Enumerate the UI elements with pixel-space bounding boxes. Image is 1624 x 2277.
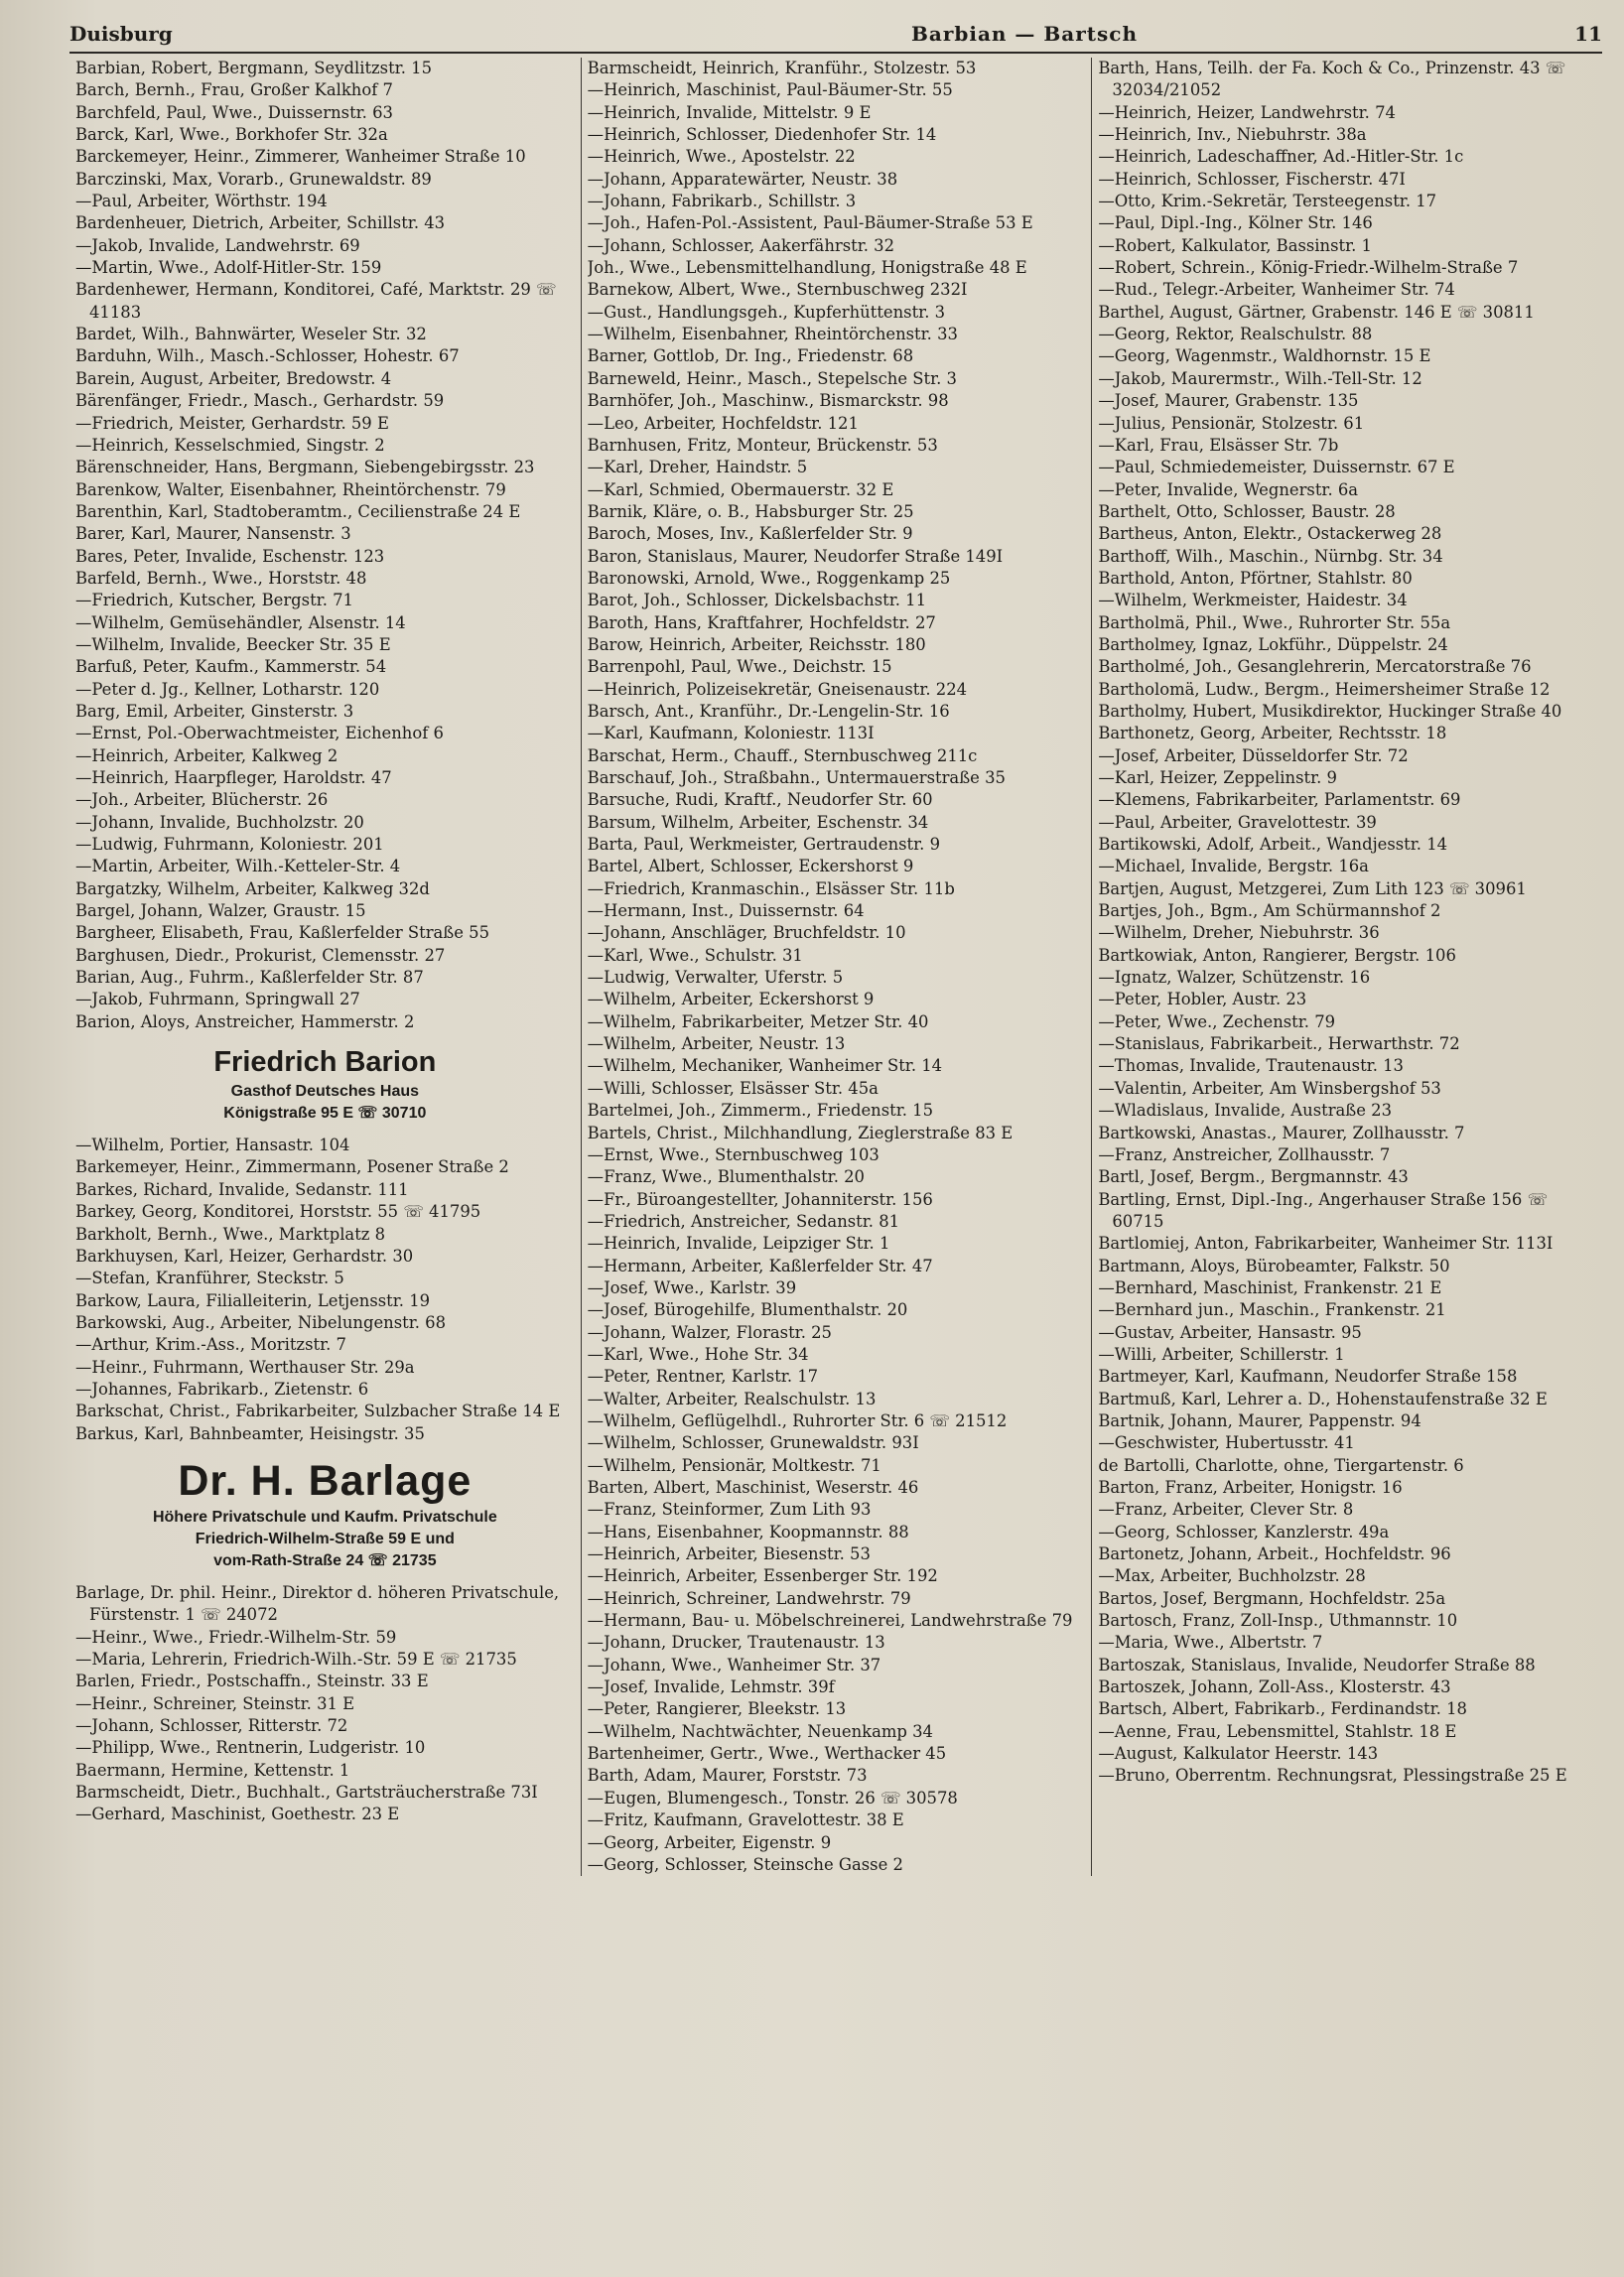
directory-entry: Bares, Peter, Invalide, Eschenstr. 123: [75, 546, 385, 566]
directory-entry: —Johann, Invalide, Buchholzstr. 20: [75, 812, 364, 832]
ad-friedrich-barion: [75, 1043, 575, 1125]
directory-entry: Joh., Wwe., Lebensmittelhandlung, Honigstraße 48 E: [587, 258, 1027, 278]
directory-entry: —Franz, Anstreicher, Zollhausstr. 7: [1098, 1144, 1391, 1164]
ad-barlage-line1: Höhere Privatschule und Kaufm. Privatschule: [152, 1508, 497, 1526]
directory-entry: Barsch, Ant., Kranführ., Dr.-Lengelin-Str. 16: [587, 701, 950, 721]
directory-entry: Bartkowiak, Anton, Rangierer, Bergstr. 106: [1098, 945, 1456, 965]
column-1-entries-a: [75, 58, 575, 1033]
directory-entry: Bartosch, Franz, Zoll-Insp., Uthmannstr. 10: [1098, 1611, 1458, 1631]
directory-entry: —Walter, Arbeiter, Realschulstr. 13: [587, 1389, 877, 1408]
directory-entry: —Rud., Telegr.-Arbeiter, Wanheimer Str. 74: [1098, 280, 1455, 300]
directory-entry: —Heinrich, Arbeiter, Biesenstr. 53: [587, 1544, 871, 1564]
directory-entry: Barfuß, Peter, Kaufm., Kammerstr. 54: [75, 657, 387, 677]
directory-entry: Bartjen, August, Metzgerei, Zum Lith 123 ☏ 30961: [1098, 878, 1527, 898]
directory-entry: —Johann, Walzer, Florastr. 25: [587, 1322, 832, 1342]
directory-entry: —Peter d. Jg., Kellner, Lotharstr. 120: [75, 679, 380, 699]
directory-entry: —Heinr., Fuhrmann, Werthauser Str. 29a: [75, 1357, 415, 1377]
directory-entry: Barenkow, Walter, Eisenbahner, Rheintörchenstr. 79: [75, 479, 506, 499]
directory-entry: —Johann, Schlosser, Ritterstr. 72: [75, 1716, 348, 1735]
directory-entry: —Wilhelm, Nachtwächter, Neuenkamp 34: [587, 1721, 933, 1741]
directory-entry: —Karl, Wwe., Schulstr. 31: [587, 945, 803, 965]
directory-entry: Bartnik, Johann, Maurer, Pappenstr. 94: [1098, 1410, 1421, 1430]
directory-entry: —Maria, Wwe., Albertstr. 7: [1098, 1633, 1323, 1653]
directory-entry: Bartel, Albert, Schlosser, Eckershorst 9: [587, 857, 914, 876]
directory-entry: —Klemens, Fabrikarbeiter, Parlamentstr. 69: [1098, 790, 1461, 810]
directory-entry: Barth, Adam, Maurer, Forststr. 73: [587, 1766, 868, 1786]
directory-entry: Barta, Paul, Werkmeister, Gertraudenstr. 9: [587, 835, 941, 855]
directory-entry: —Otto, Krim.-Sekretär, Tersteegenstr. 17: [1098, 192, 1437, 211]
directory-entry: —Heinr., Wwe., Friedr.-Wilhelm-Str. 59: [75, 1627, 397, 1647]
directory-entry: Barnik, Kläre, o. B., Habsburger Str. 25: [587, 501, 914, 521]
directory-entry: —Gust., Handlungsgeh., Kupferhüttenstr. 3: [587, 302, 946, 322]
directory-entry: Bartelmei, Joh., Zimmerm., Friedenstr. 15: [587, 1101, 934, 1121]
directory-entry: Baroth, Hans, Kraftfahrer, Hochfeldstr. 27: [587, 612, 936, 632]
directory-entry: —Johann, Fabrikarb., Schillstr. 3: [587, 192, 857, 211]
directory-entry: —Friedrich, Meister, Gerhardstr. 59 E: [75, 413, 389, 433]
directory-entry: Bargel, Johann, Walzer, Graustr. 15: [75, 901, 366, 921]
columns: [69, 58, 1602, 1876]
directory-entry: —Bernhard jun., Maschin., Frankenstr. 21: [1098, 1300, 1446, 1320]
directory-entry: —Heinrich, Schlosser, Fischerstr. 47I: [1098, 169, 1406, 189]
directory-entry: Barthel, August, Gärtner, Grabenstr. 146 E ☏ 30811: [1098, 302, 1535, 322]
directory-entry: —Wilhelm, Portier, Hansastr. 104: [75, 1136, 350, 1155]
directory-entry: —Arthur, Krim.-Ass., Moritzstr. 7: [75, 1335, 346, 1355]
directory-entry: —Heinrich, Kesselschmied, Singstr. 2: [75, 435, 385, 455]
directory-entry: Bartikowski, Adolf, Arbeit., Wandjesstr. 14: [1098, 835, 1448, 855]
directory-entry: —Philipp, Wwe., Rentnerin, Ludgeristr. 10: [75, 1738, 426, 1758]
directory-entry: —Paul, Arbeiter, Wörthstr. 194: [75, 192, 328, 211]
directory-entry: —Gerhard, Maschinist, Goethestr. 23 E: [75, 1805, 400, 1824]
directory-entry: —Johannes, Fabrikarb., Zietenstr. 6: [75, 1379, 369, 1399]
directory-entry: —Karl, Schmied, Obermauerstr. 32 E: [587, 479, 894, 499]
directory-entry: Barsuche, Rudi, Kraftf., Neudorfer Str. 60: [587, 790, 933, 810]
directory-entry: —Heinrich, Heizer, Landwehrstr. 74: [1098, 102, 1396, 122]
directory-entry: —Johann, Apparatewärter, Neustr. 38: [587, 169, 898, 189]
directory-entry: Barer, Karl, Maurer, Nansenstr. 3: [75, 524, 351, 544]
directory-entry: Bartholmey, Ignaz, Lokführ., Düppelstr. 24: [1098, 634, 1448, 654]
directory-entry: Baroch, Moses, Inv., Kaßlerfelder Str. 9: [587, 524, 913, 544]
directory-entry: Bartjes, Joh., Bgm., Am Schürmannshof 2: [1098, 901, 1441, 921]
directory-entry: Barlen, Friedr., Postschaffn., Steinstr. 33 E: [75, 1672, 429, 1691]
directory-entry: —Valentin, Arbeiter, Am Winsbergshof 53: [1098, 1078, 1441, 1098]
directory-entry: Bartoszak, Stanislaus, Invalide, Neudorfer Straße 88: [1098, 1655, 1536, 1674]
column-1-entries-b: [75, 1135, 575, 1445]
directory-entry: —Wilhelm, Arbeiter, Eckershorst 9: [587, 990, 875, 1009]
directory-entry: Bartmuß, Karl, Lehrer a. D., Hohenstaufenstraße 32 E: [1098, 1389, 1548, 1408]
directory-entry: Barchfeld, Paul, Wwe., Duissernstr. 63: [75, 102, 393, 122]
directory-entry: Bartsch, Albert, Fabrikarb., Ferdinandstr. 18: [1098, 1699, 1467, 1719]
header-range: Barbian — Bartsch: [910, 22, 1139, 46]
directory-entry: —Jakob, Invalide, Landwehrstr. 69: [75, 235, 360, 255]
directory-entry: —Maria, Lehrerin, Friedrich-Wilh.-Str. 59 E ☏ 21735: [75, 1649, 517, 1669]
directory-entry: Barkemeyer, Heinr., Zimmermann, Posener Straße 2: [75, 1157, 509, 1177]
directory-entry: Barbian, Robert, Bergmann, Seydlitzstr. 15: [75, 59, 432, 77]
directory-entry: Barot, Joh., Schlosser, Dickelsbachstr. 11: [587, 591, 927, 610]
directory-entry: Barnhöfer, Joh., Maschinw., Bismarckstr. 98: [587, 391, 949, 411]
directory-entry: Baron, Stanislaus, Maurer, Neudorfer Straße 149I: [587, 546, 1004, 566]
ad-barion-line1: Gasthof Deutsches Haus: [230, 1083, 420, 1101]
directory-entry: —Ignatz, Walzer, Schützenstr. 16: [1098, 968, 1371, 988]
directory-entry: Barion, Aloys, Anstreicher, Hammerstr. 2: [75, 1011, 415, 1031]
directory-entry: —Wilhelm, Mechaniker, Wanheimer Str. 14: [587, 1056, 943, 1076]
directory-entry: —Leo, Arbeiter, Hochfeldstr. 121: [587, 413, 859, 433]
directory-entry: Barlage, Dr. phil. Heinr., Direktor d. höheren Privatschule, Fürstenstr. 1 ☏ 24072: [75, 1582, 560, 1625]
directory-entry: Barrenpohl, Paul, Wwe., Deichstr. 15: [587, 657, 892, 677]
directory-entry: —Max, Arbeiter, Buchholzstr. 28: [1098, 1566, 1366, 1586]
directory-entry: Barmscheidt, Dietr., Buchhalt., Gartsträucherstraße 73I: [75, 1783, 538, 1803]
directory-entry: Barczinski, Max, Vorarb., Grunewaldstr. 89: [75, 169, 432, 189]
directory-entry: —Georg, Schlosser, Kanzlerstr. 49a: [1098, 1522, 1390, 1541]
directory-entry: Barenthin, Karl, Stadtoberamtm., Cecilienstraße 24 E: [75, 501, 521, 521]
directory-entry: Bartels, Christ., Milchhandlung, Zieglerstraße 83 E: [587, 1123, 1014, 1142]
directory-entry: Bartonetz, Johann, Arbeit., Hochfeldstr. 96: [1098, 1544, 1451, 1564]
directory-entry: Bardenheuer, Dietrich, Arbeiter, Schillstr. 43: [75, 213, 446, 233]
directory-entry: —Josef, Invalide, Lehmstr. 39f: [587, 1677, 835, 1697]
directory-entry: Barow, Heinrich, Arbeiter, Reichsstr. 180: [587, 634, 926, 654]
directory-entry: Bartoszek, Johann, Zoll-Ass., Klosterstr. 43: [1098, 1677, 1451, 1697]
directory-entry: —Wilhelm, Pensionär, Moltkestr. 71: [587, 1455, 881, 1475]
directory-entry: —Geschwister, Hubertusstr. 41: [1098, 1433, 1355, 1453]
directory-entry: Barfeld, Bernh., Wwe., Horststr. 48: [75, 568, 367, 588]
directory-entry: Barkey, Georg, Konditorei, Horststr. 55 ☏ 41795: [75, 1202, 481, 1222]
directory-entry: —Gustav, Arbeiter, Hansastr. 95: [1098, 1322, 1362, 1342]
directory-entry: —Franz, Steinformer, Zum Lith 93: [587, 1500, 872, 1520]
directory-entry: —August, Kalkulator Heerstr. 143: [1098, 1744, 1379, 1764]
directory-entry: Bärenschneider, Hans, Bergmann, Siebengebirgsstr. 23: [75, 458, 535, 477]
column-1-entries-c: [75, 1582, 575, 1826]
directory-entry: —Peter, Invalide, Wegnerstr. 6a: [1098, 479, 1359, 499]
directory-entry: Bartholmy, Hubert, Musikdirektor, Huckinger Straße 40: [1098, 701, 1562, 721]
directory-entry: —Joh., Arbeiter, Blücherstr. 26: [75, 790, 329, 810]
directory-entry: —Georg, Arbeiter, Eigenstr. 9: [587, 1832, 832, 1852]
directory-entry: Bartholmé, Joh., Gesanglehrerin, Mercatorstraße 76: [1098, 657, 1532, 677]
directory-entry: —Fr., Büroangestellter, Johanniterstr. 156: [587, 1189, 933, 1209]
directory-entry: —Josef, Arbeiter, Düsseldorfer Str. 72: [1098, 745, 1409, 765]
directory-entry: Barkus, Karl, Bahnbeamter, Heisingstr. 35: [75, 1423, 425, 1443]
directory-entry: —Paul, Schmiedemeister, Duissernstr. 67 E: [1098, 458, 1455, 477]
directory-entry: —Friedrich, Kranmaschin., Elsässer Str. 11b: [587, 878, 955, 898]
directory-entry: Barghusen, Diedr., Prokurist, Clemensstr. 27: [75, 945, 446, 965]
directory-entry: Barschauf, Joh., Straßbahn., Untermauerstraße 35: [587, 768, 1006, 787]
directory-entry: Bargatzky, Wilhelm, Arbeiter, Kalkweg 32d: [75, 878, 430, 898]
directory-entry: —Peter, Hobler, Austr. 23: [1098, 990, 1307, 1009]
directory-entry: —Julius, Pensionär, Stolzestr. 61: [1098, 413, 1365, 433]
directory-entry: —Willi, Arbeiter, Schillerstr. 1: [1098, 1344, 1345, 1364]
directory-entry: —Wilhelm, Schlosser, Grunewaldstr. 93I: [587, 1433, 919, 1453]
directory-entry: Bartholmä, Phil., Wwe., Ruhrorter Str. 55a: [1098, 612, 1451, 632]
directory-entry: —Karl, Frau, Elsässer Str. 7b: [1098, 435, 1339, 455]
directory-entry: Bartmeyer, Karl, Kaufmann, Neudorfer Straße 158: [1098, 1367, 1518, 1387]
directory-entry: Barton, Franz, Arbeiter, Honigstr. 16: [1098, 1478, 1403, 1497]
directory-entry: Barkholt, Bernh., Wwe., Marktplatz 8: [75, 1224, 386, 1244]
directory-entry: Baronowski, Arnold, Wwe., Roggenkamp 25: [587, 568, 951, 588]
directory-entry: Bartling, Ernst, Dipl.-Ing., Angerhauser Straße 156 ☏ 60715: [1098, 1189, 1549, 1231]
directory-entry: —Heinrich, Haarpfleger, Haroldstr. 47: [75, 768, 392, 787]
directory-entry: —Peter, Rentner, Karlstr. 17: [587, 1367, 819, 1387]
column-3-entries: [1098, 58, 1596, 1788]
directory-entry: Barsum, Wilhelm, Arbeiter, Eschenstr. 34: [587, 812, 929, 832]
directory-entry: —Wilhelm, Werkmeister, Haidestr. 34: [1098, 591, 1408, 610]
directory-entry: —Paul, Arbeiter, Gravelottestr. 39: [1098, 812, 1377, 832]
directory-entry: —Hermann, Arbeiter, Kaßlerfelder Str. 47: [587, 1256, 933, 1275]
directory-entry: —Ernst, Wwe., Sternbuschweg 103: [587, 1144, 880, 1164]
directory-entry: Bardet, Wilh., Bahnwärter, Weseler Str. 32: [75, 325, 427, 344]
directory-entry: —Wilhelm, Arbeiter, Neustr. 13: [587, 1034, 846, 1054]
directory-entry: —Heinrich, Arbeiter, Kalkweg 2: [75, 745, 338, 765]
directory-entry: —Johann, Wwe., Wanheimer Str. 37: [587, 1655, 881, 1674]
column-3: [1091, 58, 1602, 1876]
directory-entry: —Karl, Wwe., Hohe Str. 34: [587, 1344, 809, 1364]
directory-entry: Barner, Gottlob, Dr. Ing., Friedenstr. 68: [587, 346, 914, 366]
directory-entry: —Bruno, Oberrentm. Rechnungsrat, Plessingstraße 25 E: [1098, 1766, 1567, 1786]
directory-entry: —Ludwig, Fuhrmann, Koloniestr. 201: [75, 835, 384, 855]
directory-entry: Barten, Albert, Maschinist, Weserstr. 46: [587, 1478, 919, 1497]
directory-entry: de Bartolli, Charlotte, ohne, Tiergartenstr. 6: [1098, 1455, 1464, 1475]
directory-entry: —Jakob, Maurermstr., Wilh.-Tell-Str. 12: [1098, 368, 1422, 388]
directory-entry: —Josef, Wwe., Karlstr. 39: [587, 1277, 797, 1297]
directory-entry: Bartenheimer, Gertr., Wwe., Werthacker 45: [587, 1744, 947, 1764]
column-2-entries: [588, 58, 1086, 1876]
directory-entry: —Heinrich, Invalide, Mittelstr. 9 E: [587, 102, 872, 122]
directory-entry: —Wilhelm, Dreher, Niebuhrstr. 36: [1098, 923, 1380, 943]
directory-entry: —Stefan, Kranführer, Steckstr. 5: [75, 1269, 344, 1288]
directory-entry: —Paul, Dipl.-Ing., Kölner Str. 146: [1098, 213, 1373, 233]
directory-entry: Barkes, Richard, Invalide, Sedanstr. 111: [75, 1179, 409, 1199]
directory-entry: Barduhn, Wilh., Masch.-Schlosser, Hohestr. 67: [75, 346, 460, 366]
directory-entry: —Bernhard, Maschinist, Frankenstr. 21 E: [1098, 1277, 1442, 1297]
directory-entry: Barth, Hans, Teilh. der Fa. Koch & Co., Prinzenstr. 43 ☏ 32034/21052: [1098, 59, 1566, 100]
column-2: [581, 58, 1092, 1876]
directory-entry: —Thomas, Invalide, Trautenaustr. 13: [1098, 1056, 1404, 1076]
directory-entry: Bargheer, Elisabeth, Frau, Kaßlerfelder Straße 55: [75, 923, 490, 943]
ad-barlage-line2: Friedrich-Wilhelm-Straße 59 E und: [195, 1530, 455, 1547]
directory-entry: —Heinrich, Invalide, Leipziger Str. 1: [587, 1234, 890, 1254]
directory-entry: Bartkowski, Anastas., Maurer, Zollhausstr. 7: [1098, 1123, 1465, 1142]
directory-entry: —Georg, Schlosser, Steinsche Gasse 2: [587, 1854, 903, 1874]
column-1: [69, 58, 581, 1876]
directory-entry: —Johann, Drucker, Trautenaustr. 13: [587, 1633, 885, 1653]
directory-entry: Bartholomä, Ludw., Bergm., Heimersheimer Straße 12: [1098, 679, 1551, 699]
directory-entry: —Michael, Invalide, Bergstr. 16a: [1098, 857, 1369, 876]
directory-entry: —Heinrich, Arbeiter, Essenberger Str. 192: [587, 1566, 938, 1586]
directory-entry: —Eugen, Blumengesch., Tonstr. 26 ☏ 30578: [587, 1788, 958, 1808]
directory-entry: —Josef, Maurer, Grabenstr. 135: [1098, 391, 1359, 411]
directory-entry: —Johann, Schlosser, Aakerfährstr. 32: [587, 235, 895, 255]
directory-entry: —Willi, Schlosser, Elsässer Str. 45a: [587, 1078, 879, 1098]
directory-entry: Barch, Bernh., Frau, Großer Kalkhof 7: [75, 80, 393, 100]
directory-entry: Bartl, Josef, Bergm., Bergmannstr. 43: [1098, 1167, 1409, 1187]
directory-entry: Bartmann, Aloys, Bürobeamter, Falkstr. 50: [1098, 1256, 1450, 1275]
directory-entry: Bardenhewer, Hermann, Konditorei, Café, Marktstr. 29 ☏ 41183: [75, 280, 557, 322]
directory-entry: —Friedrich, Kutscher, Bergstr. 71: [75, 591, 353, 610]
directory-entry: —Wilhelm, Fabrikarbeiter, Metzer Str. 40: [587, 1011, 929, 1031]
directory-entry: —Robert, Schrein., König-Friedr.-Wilhelm-Straße 7: [1098, 258, 1519, 278]
directory-entry: Barthold, Anton, Pförtner, Stahlstr. 80: [1098, 568, 1413, 588]
directory-entry: Barg, Emil, Arbeiter, Ginsterstr. 3: [75, 701, 354, 721]
directory-entry: —Ernst, Pol.-Oberwachtmeister, Eichenhof 6: [75, 724, 444, 743]
directory-entry: Barnekow, Albert, Wwe., Sternbuschweg 232I: [587, 280, 968, 300]
directory-entry: —Wilhelm, Invalide, Beecker Str. 35 E: [75, 634, 391, 654]
directory-entry: —Hermann, Inst., Duissernstr. 64: [587, 901, 865, 921]
directory-entry: —Wilhelm, Gemüsehändler, Alsenstr. 14: [75, 612, 406, 632]
page-header: [69, 22, 1602, 54]
ad-barlage-name: Dr. H. Barlage: [178, 1456, 473, 1505]
directory-entry: —Georg, Rektor, Realschulstr. 88: [1098, 325, 1373, 344]
directory-entry: Barkhuysen, Karl, Heizer, Gerhardstr. 30: [75, 1246, 414, 1266]
directory-entry: Barnhusen, Fritz, Monteur, Brückenstr. 53: [587, 435, 938, 455]
directory-entry: Bärenfänger, Friedr., Masch., Gerhardstr. 59: [75, 391, 445, 411]
directory-entry: —Johann, Anschläger, Bruchfeldstr. 10: [587, 923, 906, 943]
directory-entry: —Martin, Arbeiter, Wilh.-Ketteler-Str. 4: [75, 857, 401, 876]
directory-entry: Barthonetz, Georg, Arbeiter, Rechtsstr. 18: [1098, 724, 1447, 743]
ad-dr-barlage: [75, 1455, 575, 1572]
directory-entry: Baermann, Hermine, Kettenstr. 1: [75, 1760, 350, 1780]
directory-entry: —Jakob, Fuhrmann, Springwall 27: [75, 990, 360, 1009]
directory-entry: —Heinrich, Ladeschaffner, Ad.-Hitler-Str. 1c: [1098, 147, 1464, 167]
ad-barlage-line3: vom-Rath-Straße 24 ☏ 21735: [213, 1551, 437, 1569]
page-number: 11: [1574, 22, 1602, 46]
directory-entry: —Karl, Heizer, Zeppelinstr. 9: [1098, 768, 1337, 787]
directory-entry: Barkschat, Christ., Fabrikarbeiter, Sulzbacher Straße 14 E: [75, 1402, 561, 1421]
directory-entry: Barmscheidt, Heinrich, Kranführ., Stolzestr. 53: [587, 59, 977, 77]
directory-entry: —Heinrich, Schlosser, Diedenhofer Str. 14: [587, 125, 937, 145]
directory-entry: Barkowski, Aug., Arbeiter, Nibelungenstr. 68: [75, 1312, 447, 1332]
directory-entry: Bartheus, Anton, Elektr., Ostackerweg 28: [1098, 524, 1442, 544]
header-city: Duisburg: [69, 22, 173, 46]
directory-entry: —Robert, Kalkulator, Bassinstr. 1: [1098, 235, 1372, 255]
directory-entry: —Friedrich, Anstreicher, Sedanstr. 81: [587, 1211, 900, 1231]
directory-entry: —Heinr., Schreiner, Steinstr. 31 E: [75, 1693, 355, 1713]
directory-entry: Barkow, Laura, Filialleiterin, Letjensstr. 19: [75, 1290, 431, 1310]
ad-barion-line2: Königstraße 95 E ☏ 30710: [223, 1105, 427, 1123]
directory-entry: —Karl, Kaufmann, Koloniestr. 113I: [587, 724, 875, 743]
directory-entry: —Heinrich, Maschinist, Paul-Bäumer-Str. 55: [587, 80, 953, 100]
directory-entry: —Georg, Wagenmstr., Waldhornstr. 15 E: [1098, 346, 1431, 366]
directory-entry: —Wladislaus, Invalide, Austraße 23: [1098, 1101, 1393, 1121]
directory-entry: —Martin, Wwe., Adolf-Hitler-Str. 159: [75, 258, 382, 278]
directory-entry: —Franz, Wwe., Blumenthalstr. 20: [587, 1167, 865, 1187]
directory-entry: —Karl, Dreher, Haindstr. 5: [587, 458, 808, 477]
directory-entry: —Heinrich, Inv., Niebuhrstr. 38a: [1098, 125, 1367, 145]
directory-entry: Bartlomiej, Anton, Fabrikarbeiter, Wanheimer Str. 113I: [1098, 1234, 1554, 1254]
directory-entry: —Peter, Wwe., Zechenstr. 79: [1098, 1011, 1336, 1031]
directory-entry: —Stanislaus, Fabrikarbeit., Herwarthstr. 72: [1098, 1034, 1460, 1054]
directory-entry: Barck, Karl, Wwe., Borkhofer Str. 32a: [75, 125, 388, 145]
directory-entry: —Heinrich, Schreiner, Landwehrstr. 79: [587, 1588, 911, 1608]
directory-entry: Barian, Aug., Fuhrm., Kaßlerfelder Str. 87: [75, 968, 424, 988]
directory-entry: Barckemeyer, Heinr., Zimmerer, Wanheimer Straße 10: [75, 147, 526, 167]
directory-entry: —Josef, Bürogehilfe, Blumenthalstr. 20: [587, 1300, 908, 1320]
directory-entry: Bartos, Josef, Bergmann, Hochfeldstr. 25a: [1098, 1588, 1446, 1608]
directory-entry: —Hermann, Bau- u. Möbelschreinerei, Landwehrstraße 79: [587, 1611, 1073, 1631]
directory-entry: —Hans, Eisenbahner, Koopmannstr. 88: [587, 1522, 909, 1541]
directory-entry: —Peter, Rangierer, Bleekstr. 13: [587, 1699, 847, 1719]
directory-entry: —Franz, Arbeiter, Clever Str. 8: [1098, 1500, 1354, 1520]
directory-entry: Barthelt, Otto, Schlosser, Baustr. 28: [1098, 501, 1396, 521]
directory-entry: Barschat, Herm., Chauff., Sternbuschweg 211c: [587, 745, 978, 765]
directory-entry: —Wilhelm, Eisenbahner, Rheintörchenstr. 33: [587, 325, 958, 344]
directory-entry: Barein, August, Arbeiter, Bredowstr. 4: [75, 368, 392, 388]
directory-entry: —Aenne, Frau, Lebensmittel, Stahlstr. 18 E: [1098, 1721, 1457, 1741]
directory-entry: —Joh., Hafen-Pol.-Assistent, Paul-Bäumer-Straße 53 E: [587, 213, 1033, 233]
ad-barion-name: Friedrich Barion: [213, 1046, 437, 1079]
directory-entry: Barneweld, Heinr., Masch., Stepelsche Str. 3: [587, 368, 957, 388]
directory-entry: —Heinrich, Polizeisekretär, Gneisenaustr. 224: [587, 679, 968, 699]
directory-entry: Barthoff, Wilh., Maschin., Nürnbg. Str. 34: [1098, 546, 1443, 566]
directory-entry: —Wilhelm, Geflügelhdl., Ruhrorter Str. 6 ☏ 21512: [587, 1410, 1008, 1430]
directory-entry: —Fritz, Kaufmann, Gravelottestr. 38 E: [587, 1810, 904, 1830]
directory-entry: —Heinrich, Wwe., Apostelstr. 22: [587, 147, 856, 167]
directory-entry: —Ludwig, Verwalter, Uferstr. 5: [587, 968, 844, 988]
